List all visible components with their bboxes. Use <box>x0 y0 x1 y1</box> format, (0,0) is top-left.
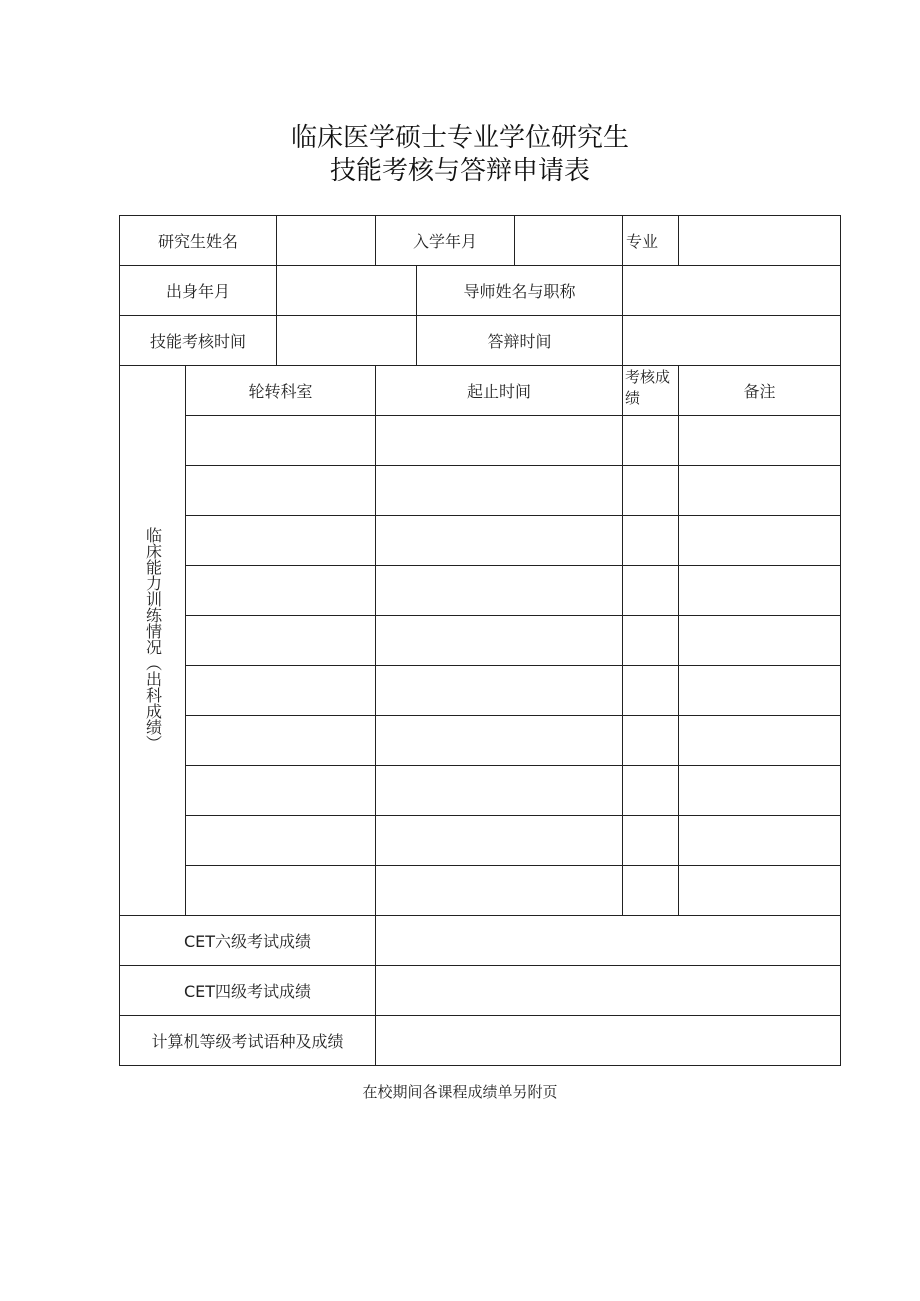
major-field[interactable] <box>679 216 841 266</box>
rotation-remark-cell[interactable] <box>679 666 841 716</box>
rotation-score-cell[interactable] <box>623 516 679 566</box>
rotation-period-cell[interactable] <box>376 616 623 666</box>
form-row-basic-1 <box>120 216 841 266</box>
rotation-dept-cell[interactable] <box>186 716 376 766</box>
enroll-date-field[interactable] <box>515 216 623 266</box>
form-row-basic-3 <box>120 316 841 366</box>
rotation-score-cell[interactable] <box>623 766 679 816</box>
skill-exam-time-field[interactable] <box>277 316 417 366</box>
cet6-field[interactable] <box>376 916 841 966</box>
rotation-score-cell[interactable] <box>623 616 679 666</box>
major-label: 专业 <box>623 216 679 266</box>
rotation-header-row <box>120 366 841 416</box>
rotation-row <box>120 866 841 916</box>
form-row-basic-2 <box>120 266 841 316</box>
rotation-row <box>120 616 841 666</box>
rotation-remark-header: 备注 <box>679 366 841 416</box>
rotation-period-cell[interactable] <box>376 516 623 566</box>
clinical-section-label: 临床能力训练情况（出科成绩） <box>143 526 163 751</box>
computer-exam-label: 计算机等级考试语种及成绩 <box>120 1016 376 1066</box>
rotation-remark-cell[interactable] <box>679 416 841 466</box>
rotation-dept-cell[interactable] <box>186 866 376 916</box>
rotation-row <box>120 466 841 516</box>
cet6-label: CET六级考试成绩 <box>120 916 376 966</box>
rotation-dept-cell[interactable] <box>186 616 376 666</box>
rotation-score-cell[interactable] <box>623 816 679 866</box>
rotation-score-cell[interactable] <box>623 666 679 716</box>
birth-date-field[interactable] <box>277 266 417 316</box>
cet4-field[interactable] <box>376 966 841 1016</box>
rotation-period-cell[interactable] <box>376 666 623 716</box>
rotation-row <box>120 566 841 616</box>
rotation-score-cell[interactable] <box>623 866 679 916</box>
student-name-label: 研究生姓名 <box>120 216 277 266</box>
skill-exam-time-label: 技能考核时间 <box>120 316 277 366</box>
rotation-row <box>120 766 841 816</box>
computer-exam-field[interactable] <box>376 1016 841 1066</box>
rotation-remark-cell[interactable] <box>679 566 841 616</box>
rotation-row <box>120 416 841 466</box>
rotation-score-cell[interactable] <box>623 566 679 616</box>
rotation-score-cell[interactable] <box>623 466 679 516</box>
form-title-line-2: 技能考核与答辩申请表 <box>329 156 590 186</box>
rotation-period-cell[interactable] <box>376 766 623 816</box>
defense-time-field[interactable] <box>623 316 841 366</box>
rotation-remark-cell[interactable] <box>679 466 841 516</box>
rotation-remark-cell[interactable] <box>679 766 841 816</box>
rotation-row <box>120 666 841 716</box>
computer-exam-row <box>120 1016 841 1066</box>
rotation-dept-header: 轮转科室 <box>186 366 376 416</box>
student-name-field[interactable] <box>277 216 376 266</box>
rotation-period-cell[interactable] <box>376 416 623 466</box>
form-title-line-1: 临床医学硕士专业学位研究生 <box>290 123 629 153</box>
rotation-remark-cell[interactable] <box>679 866 841 916</box>
rotation-remark-cell[interactable] <box>679 616 841 666</box>
rotation-dept-cell[interactable] <box>186 816 376 866</box>
birth-date-label: 出身年月 <box>120 266 277 316</box>
rotation-period-cell[interactable] <box>376 716 623 766</box>
rotation-dept-cell[interactable] <box>186 416 376 466</box>
cet6-row <box>120 916 841 966</box>
rotation-score-header: 考核成绩 <box>623 366 679 416</box>
rotation-row <box>120 816 841 866</box>
rotation-dept-cell[interactable] <box>186 766 376 816</box>
rotation-dept-cell[interactable] <box>186 516 376 566</box>
rotation-period-cell[interactable] <box>376 866 623 916</box>
clinical-section-label-cell <box>120 366 186 916</box>
enroll-date-label: 入学年月 <box>376 216 515 266</box>
rotation-period-header: 起止时间 <box>376 366 623 416</box>
rotation-row <box>120 716 841 766</box>
rotation-remark-cell[interactable] <box>679 816 841 866</box>
rotation-dept-cell[interactable] <box>186 566 376 616</box>
rotation-period-cell[interactable] <box>376 566 623 616</box>
rotation-remark-cell[interactable] <box>679 516 841 566</box>
footer-note: 在校期间各课程成绩单另附页 <box>362 1083 558 1101</box>
rotation-period-cell[interactable] <box>376 466 623 516</box>
advisor-field[interactable] <box>623 266 841 316</box>
rotation-row <box>120 516 841 566</box>
application-form-table <box>119 215 841 1066</box>
cet4-row <box>120 966 841 1016</box>
rotation-score-cell[interactable] <box>623 716 679 766</box>
advisor-label: 导师姓名与职称 <box>417 266 623 316</box>
cet4-label: CET四级考试成绩 <box>120 966 376 1016</box>
rotation-dept-cell[interactable] <box>186 666 376 716</box>
rotation-score-cell[interactable] <box>623 416 679 466</box>
rotation-remark-cell[interactable] <box>679 716 841 766</box>
rotation-dept-cell[interactable] <box>186 466 376 516</box>
defense-time-label: 答辩时间 <box>417 316 623 366</box>
rotation-period-cell[interactable] <box>376 816 623 866</box>
